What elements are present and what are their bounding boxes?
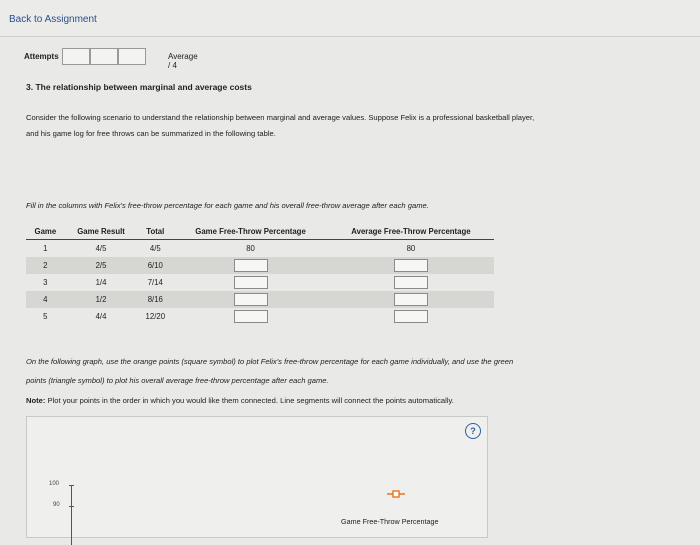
note <box>26 396 454 405</box>
back-to-assignment-link[interactable]: Back to Assignment <box>9 14 97 25</box>
y-tick-label: 100 <box>49 481 60 487</box>
cell-game: 2 <box>26 257 65 274</box>
question-title: 3. The relationship between marginal and average costs <box>26 82 252 92</box>
game-pct-input[interactable] <box>234 259 268 272</box>
cell-game-pct: 80 <box>246 244 255 253</box>
table-row <box>26 240 494 258</box>
graph-instruction <box>26 352 666 390</box>
scenario-text <box>26 110 666 142</box>
cell-result: 2/5 <box>65 257 138 274</box>
cell-total: 6/10 <box>137 257 173 274</box>
avg-pct-input[interactable] <box>394 276 428 289</box>
cell-game-pct <box>173 308 328 325</box>
scenario-line: and his game log for free throws can be summarized in the following table. <box>26 129 276 138</box>
graph-instruction-line: points (triangle symbol) to plot his overall average free-throw percentage after each game. <box>26 376 329 385</box>
y-axis <box>71 485 72 545</box>
cell-avg-pct: 80 <box>406 244 416 253</box>
attempts-label: Attempts <box>24 52 59 61</box>
orange-square-legend-icon[interactable] <box>387 489 405 499</box>
cell-game-pct <box>173 257 328 274</box>
cell-result: 1/2 <box>65 291 138 308</box>
table-row <box>26 308 494 325</box>
top-bar <box>0 0 700 37</box>
cell-result: 4/5 <box>95 244 107 253</box>
game-pct-input[interactable] <box>234 310 268 323</box>
game-pct-input[interactable] <box>234 276 268 289</box>
avg-pct-input[interactable] <box>394 259 428 272</box>
cell-result: 4/4 <box>95 312 107 321</box>
y-tick-mark <box>69 506 74 507</box>
header-total: Total <box>137 223 173 240</box>
scenario-line: Consider the following scenario to understand the relationship between marginal and average values. Suppose Felix is a professional basketball player, <box>26 113 535 122</box>
cell-avg-pct <box>328 274 494 291</box>
cell-game-pct <box>173 291 328 308</box>
cell-total: 4/5 <box>149 244 161 253</box>
header-avg-pct: Average Free-Throw Percentage <box>328 223 494 240</box>
cell-game-pct <box>173 274 328 291</box>
avg-pct-input[interactable] <box>394 310 428 323</box>
legend-label: Game Free-Throw Percentage <box>341 517 439 526</box>
cell-total: 8/16 <box>137 291 173 308</box>
attempt-box <box>62 48 90 65</box>
table-row <box>26 257 494 274</box>
avg-pct-input[interactable] <box>394 293 428 306</box>
table-header-row <box>26 223 494 240</box>
attempt-box <box>90 48 118 65</box>
attempt-boxes <box>62 48 146 65</box>
table-row <box>26 274 494 291</box>
cell-avg-pct <box>328 257 494 274</box>
question-circle-icon[interactable]: ? <box>465 423 481 439</box>
cell-total: 12/20 <box>145 312 166 321</box>
cell-game: 3 <box>43 278 48 287</box>
graph-instruction-line: On the following graph, use the orange points (square symbol) to plot Felix's free-throw percentage for each game individually, and use the green <box>26 357 514 366</box>
cell-avg-pct <box>328 308 494 325</box>
table-instruction: Fill in the columns with Felix's free-throw percentage for each game and his overall free-throw average after each game. <box>26 201 429 210</box>
cell-game: 5 <box>43 312 48 321</box>
header-game: Game <box>26 223 65 240</box>
table-row <box>26 291 494 308</box>
cell-game: 4 <box>26 291 65 308</box>
cell-result: 1/4 <box>95 278 107 287</box>
header-game-pct: Game Free-Throw Percentage <box>173 223 328 240</box>
game-pct-input[interactable] <box>234 293 268 306</box>
free-throw-table <box>26 223 494 325</box>
attempt-box <box>118 48 146 65</box>
header-game-result: Game Result <box>65 223 138 240</box>
average-label: Average / 4 <box>168 52 198 70</box>
note-label: Note: <box>26 396 46 405</box>
y-tick-mark <box>69 485 74 486</box>
cell-game: 1 <box>43 244 48 253</box>
graph-panel[interactable] <box>26 416 488 538</box>
y-tick-label: 90 <box>53 502 60 508</box>
cell-avg-pct <box>328 291 494 308</box>
note-text: Plot your points in the order in which you would like them connected. Line segments will connect the points automatically. <box>45 396 454 405</box>
cell-total: 7/14 <box>147 278 163 287</box>
